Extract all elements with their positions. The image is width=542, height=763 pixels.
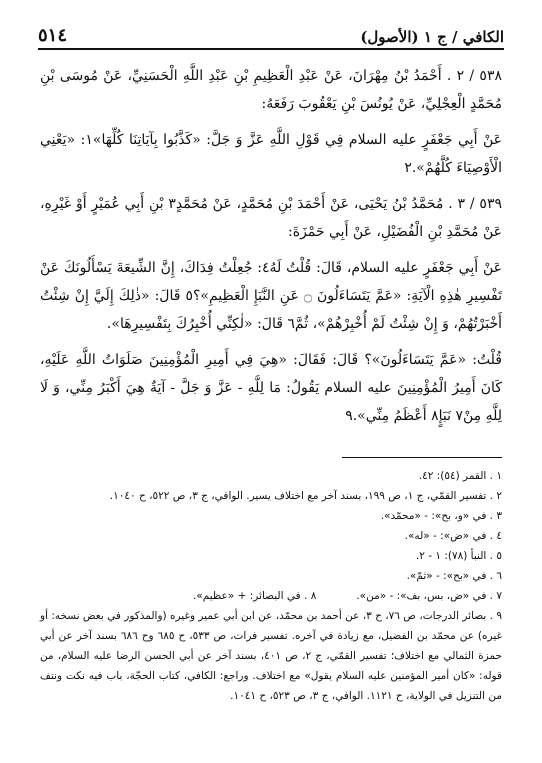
footnote-4: ٤ . في «ض»: - «له». [404, 530, 502, 542]
footnote-row-7-8 [40, 586, 502, 606]
page-header [38, 20, 504, 50]
hadith-539-chain: ٥٣٩ / ٣ . مُحَمَّدُ بْنُ يَحْيَى، عَنْ أَحْمَدَ بْنِ مُحَمَّدٍ، عَنْ مُحَمَّدٍ٣ بْنِ أَبِي عُمَيْرٍ أَوْ غَيْرِهِ، عَنْ مُحَمَّدِ بْنِ الْفُضَيْلِ، عَنْ أَبِي حَمْزَةَ: [40, 196, 502, 240]
footnote-1: ١ . القمر (٥٤): ٤٢. [418, 470, 502, 482]
hadith-538-text: عَنْ أَبِي جَعْفَرٍ عليه السلام فِي قَوْلِ اللَّهِ عَزَّ وَ جَلَّ: «كَذَّبُوا بِآيَاتِنَا كُلِّهَا»١: «يَعْنِي الْأَوْصِيَاءَ كُلَّهُمْ».٢ [40, 132, 502, 176]
footnote-3: ٣ . في «و، بح»: - «محمّد». [380, 510, 502, 522]
footnotes [40, 466, 502, 706]
hadith-538-chain: ٥٣٨ / ٢ . أَحْمَدُ بْنُ مِهْرَانَ، عَنْ عَبْدِ الْعَظِيمِ بْنِ عَبْدِ اللَّهِ الْحَسَنِيِّ، عَنْ مُوسَى بْنِ مُحَمَّدٍ الْعِجْلِيِّ، عَنْ يُونُسَ بْنِ يَعْقُوبَ رَفَعَهُ: [40, 68, 502, 112]
footnote-5: ٥ . النبأ (٧٨): ١ - ٢. [415, 550, 502, 562]
footnote-9: ٩ . بصائر الدرجات، ص ٧٦، ح ٣، عن أحمد بن محمّد، عن ابن أبي عمير وغيره (والمذكور في بعض نسخه: أو غيره) عن محمّد بن الفضيل، مع زيادة في آخره. تفسير فرات، ص ٥٣٣، ح ٦٨٥ وح ٦٨٦ بسند آخر عن أبي حمزة الثمالي مع اختلاف؛ تفسير القمّي، ج ٢، ص ٤٠١، بسند آخر عن أبي الحسن الرضا عليه السلام، من قوله: «كان أمير المؤمنين عليه السلام يقول» مع اختلاف. وراجع: الكافي، كتاب الحجّة، باب فيه نكت ونتف من التنزيل في الولاية، ح ١١٢١. الوافي، ج ٣، ص ٥٢٣، ح ١٠٤١. [40, 610, 503, 702]
running-title: الكافي / ج ١ (الأصول) [360, 28, 504, 46]
footnote-separator [342, 457, 502, 458]
footnote-6: ٦ . في «بح»: - «ثمّ». [406, 570, 502, 582]
main-text [40, 62, 502, 438]
footnote-2: ٢ . تفسير القمّي، ج ١، ص ١٩٩، بسند آخر مع اختلاف يسير. الوافي، ج ٣، ص ٥٢٢، ح ١٠٤٠. [109, 490, 502, 502]
footnote-8: ٨ . في البصائر: + «عظيم». [193, 590, 317, 602]
hadith-539-continuation: قُلْتُ: «عَمَّ يَتَسَاءَلُونَ»؟ قَالَ: فَقَالَ: «هِيَ فِي أَمِيرِ الْمُؤْمِنِينَ صَلَوَاتُ اللَّهِ عَلَيْهِ، كَانَ أَمِيرُ الْمُؤْمِنِينَ عليه السلام يَقُولُ: مَا لِلَّهِ - عَزَّ وَ جَلَّ - آيَةٌ هِيَ أَكْبَرُ مِنِّي، وَ لَا لِلَّهِ مِنْ٧ نَبَإٍ٨ أَعْظَمُ مِنِّي».٩ [40, 352, 502, 424]
page-number: ٥١٤ [38, 25, 68, 46]
hadith-539-text: عَنْ أَبِي جَعْفَرٍ عليه السلام، قَالَ: قُلْتُ لَهُ٤: جُعِلْتُ فِدَاكَ، إِنَّ الشِّيعَةَ يَسْأَلُونَكَ عَنْ تَفْسِيرِ هٰذِهِ الْآيَةِ: «عَمَّ يَتَسَاءَلُونَ ۝ عَنِ النَّبَإِ الْعَظِيمِ»؟٥ قَالَ: «ذٰلِكَ إِلَيَّ إِنْ شِئْتُ أَخْبَرْتُهُمْ، وَ إِنْ شِئْتُ لَمْ أُخْبِرْهُمْ»، ثُمَّ٦ قَالَ: «لٰكِنِّي أُخْبِرُكَ بِتَفْسِيرِهَا». [40, 260, 502, 332]
footnote-7: ٧ . في «ض، بس، بف»: - «من». [356, 590, 502, 602]
